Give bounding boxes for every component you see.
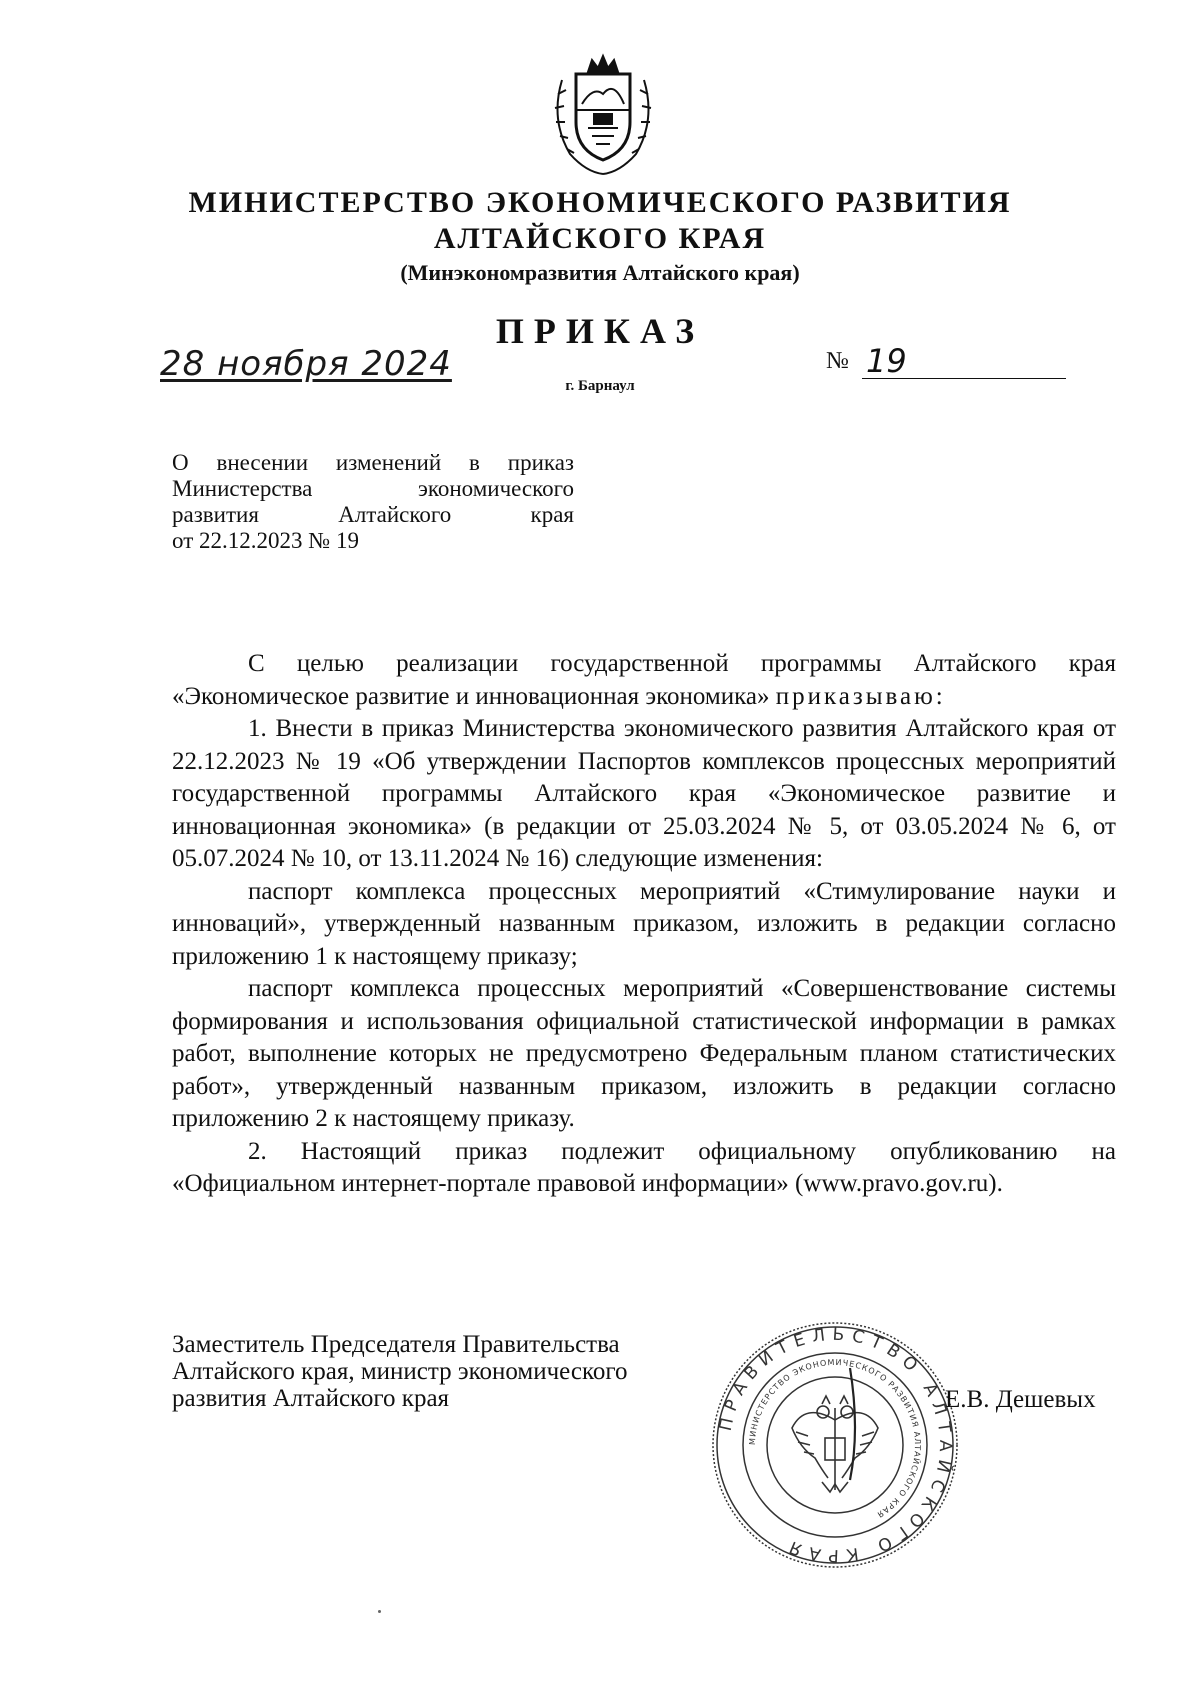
order-city: г. Барнаул — [565, 378, 635, 394]
order-date: 28 ноября 2024 — [160, 344, 452, 384]
order-title: ПРИКАЗ — [495, 311, 705, 351]
item-2-paragraph: 2. Настоящий приказ подлежит официальному опубликованию на «Официальном интернет-портале правовой информации» (www.pravo.gov.ru). — [172, 1137, 1116, 1197]
position-line: развития Алтайского края — [172, 1385, 450, 1412]
scan-dot — [378, 1610, 381, 1613]
position-line: Заместитель Председателя Правительства — [172, 1331, 620, 1358]
order-keyword: приказываю: — [775, 682, 946, 710]
subject-line: О внесении изменений в приказ — [172, 450, 574, 475]
signatory-name: Е.В. Дешевых — [945, 1386, 1096, 1413]
ministry-title-line-2: АЛТАЙСКОГО КРАЯ — [433, 222, 767, 255]
number-sign: № — [826, 348, 849, 374]
svg-text:МИНИСТЕРСТВО ЭКОНОМИЧЕСКОГО РА: МИНИСТЕРСТВО ЭКОНОМИЧЕСКОГО РАЗВИТИЯ АЛТАЙСКОГО КРАЯ — [747, 1357, 923, 1520]
intro-text: С целью реализации государственной программы Алтайского края «Экономическое развитие и инновационная экономика» — [172, 650, 1116, 710]
subject-line: от 22.12.2023 № 19 — [172, 528, 359, 553]
position-line: Алтайского края, министр экономического — [172, 1358, 628, 1385]
order-number: 19 — [866, 342, 907, 380]
item-1-subpoint-1: паспорт комплекса процессных мероприятий «Стимулирование науки и инноваций», утвержденный названным приказом, изложить в редакции согласно приложению 1 к настоящему приказу; — [172, 877, 1116, 970]
ministry-title-line-1: МИНИСТЕРСТВО ЭКОНОМИЧЕСКОГО РАЗВИТИЯ — [188, 186, 1012, 219]
item-1-subpoint-2: паспорт комплекса процессных мероприятий «Совершенствование системы формирования и использования официальной статистической информации в рамках работ, выполнение которых не предусмотрено Федеральным планом статистических работ», утвержденный названным приказом, изложить в редакции согласно приложению 2 к настоящему приказу. — [172, 975, 1116, 1132]
order-body — [172, 648, 1116, 1201]
item-1-paragraph: 1. Внести в приказ Министерства экономического развития Алтайского края от 22.12.2023 № 19 «Об утверждении Паспортов комплексов процессных мероприятий государственной программы Алтайского края «Экономическое развитие и инновационная экономика» (в редакции от 25.03.2024 № 5, от 03.05.2024 № 6, от 05.07.2024 № 10, от 13.11.2024 № 16) следующие изменения: — [172, 715, 1116, 872]
intro-paragraph — [172, 648, 1116, 713]
signatory-position — [172, 1331, 712, 1412]
subject-line: Министерства экономического — [172, 476, 574, 501]
official-seal-icon — [710, 1320, 960, 1570]
order-subject — [172, 450, 574, 554]
subject-line: развития Алтайского края — [172, 502, 574, 527]
coat-of-arms-icon — [548, 50, 658, 175]
ministry-short-name: (Минэкономразвития Алтайского края) — [400, 260, 800, 285]
svg-text:ПРАВИТЕЛЬСТВО АЛТАЙСКОГО КРАЯ: ПРАВИТЕЛЬСТВО АЛТАЙСКОГО КРАЯ — [715, 1324, 956, 1566]
